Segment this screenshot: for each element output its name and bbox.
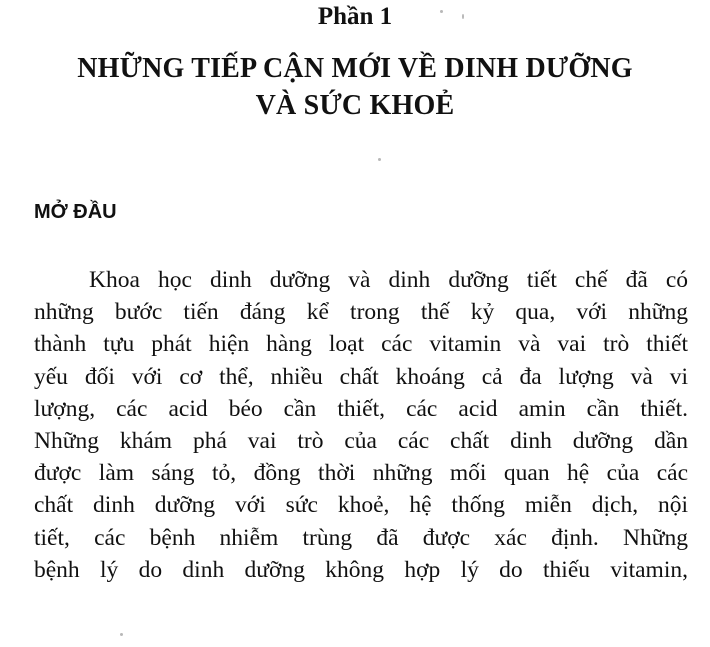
section-heading: MỞ ĐẦU — [34, 201, 117, 223]
paragraph-line: bệnh lý do dinh dưỡng không hợp lý do thiếu vitamin, — [34, 556, 688, 583]
paragraph-line: được làm sáng tỏ, đồng thời những mối quan hệ của các — [34, 460, 688, 487]
chapter-title-line-2: VÀ SỨC KHOẺ — [255, 90, 455, 121]
paragraph-line: lượng, các acid béo cần thiết, các acid amin cần thiết. — [34, 395, 688, 422]
scan-speck — [378, 158, 381, 161]
paragraph-line: chất dinh dưỡng với sức khoẻ, hệ thống miễn dịch, nội — [34, 492, 688, 519]
chapter-title — [0, 50, 710, 124]
body-paragraph — [34, 264, 688, 586]
part-label: Phần 1 — [317, 3, 393, 30]
scan-speck — [440, 10, 443, 13]
paragraph-line: tiết, các bệnh nhiễm trùng đã được xác định. Những — [34, 524, 688, 551]
paragraph-line: những bước tiến đáng kể trong thế kỷ qua, với những — [34, 299, 688, 326]
paragraph-line: yếu đối với cơ thể, nhiều chất khoáng cả đa lượng và vi — [34, 363, 688, 390]
scan-speck — [120, 633, 123, 636]
paragraph-line: thành tựu phát hiện hàng loạt các vitamin và vai trò thiết — [34, 331, 688, 358]
scan-speck — [462, 14, 464, 19]
paragraph-line: Những khám phá vai trò của các chất dinh dưỡng dần — [34, 428, 688, 455]
chapter-title-line-1: NHỮNG TIẾP CẬN MỚI VỀ DINH DƯỠNG — [77, 53, 633, 84]
paragraph-line: Khoa học dinh dưỡng và dinh dưỡng tiết chế đã có — [89, 267, 688, 293]
